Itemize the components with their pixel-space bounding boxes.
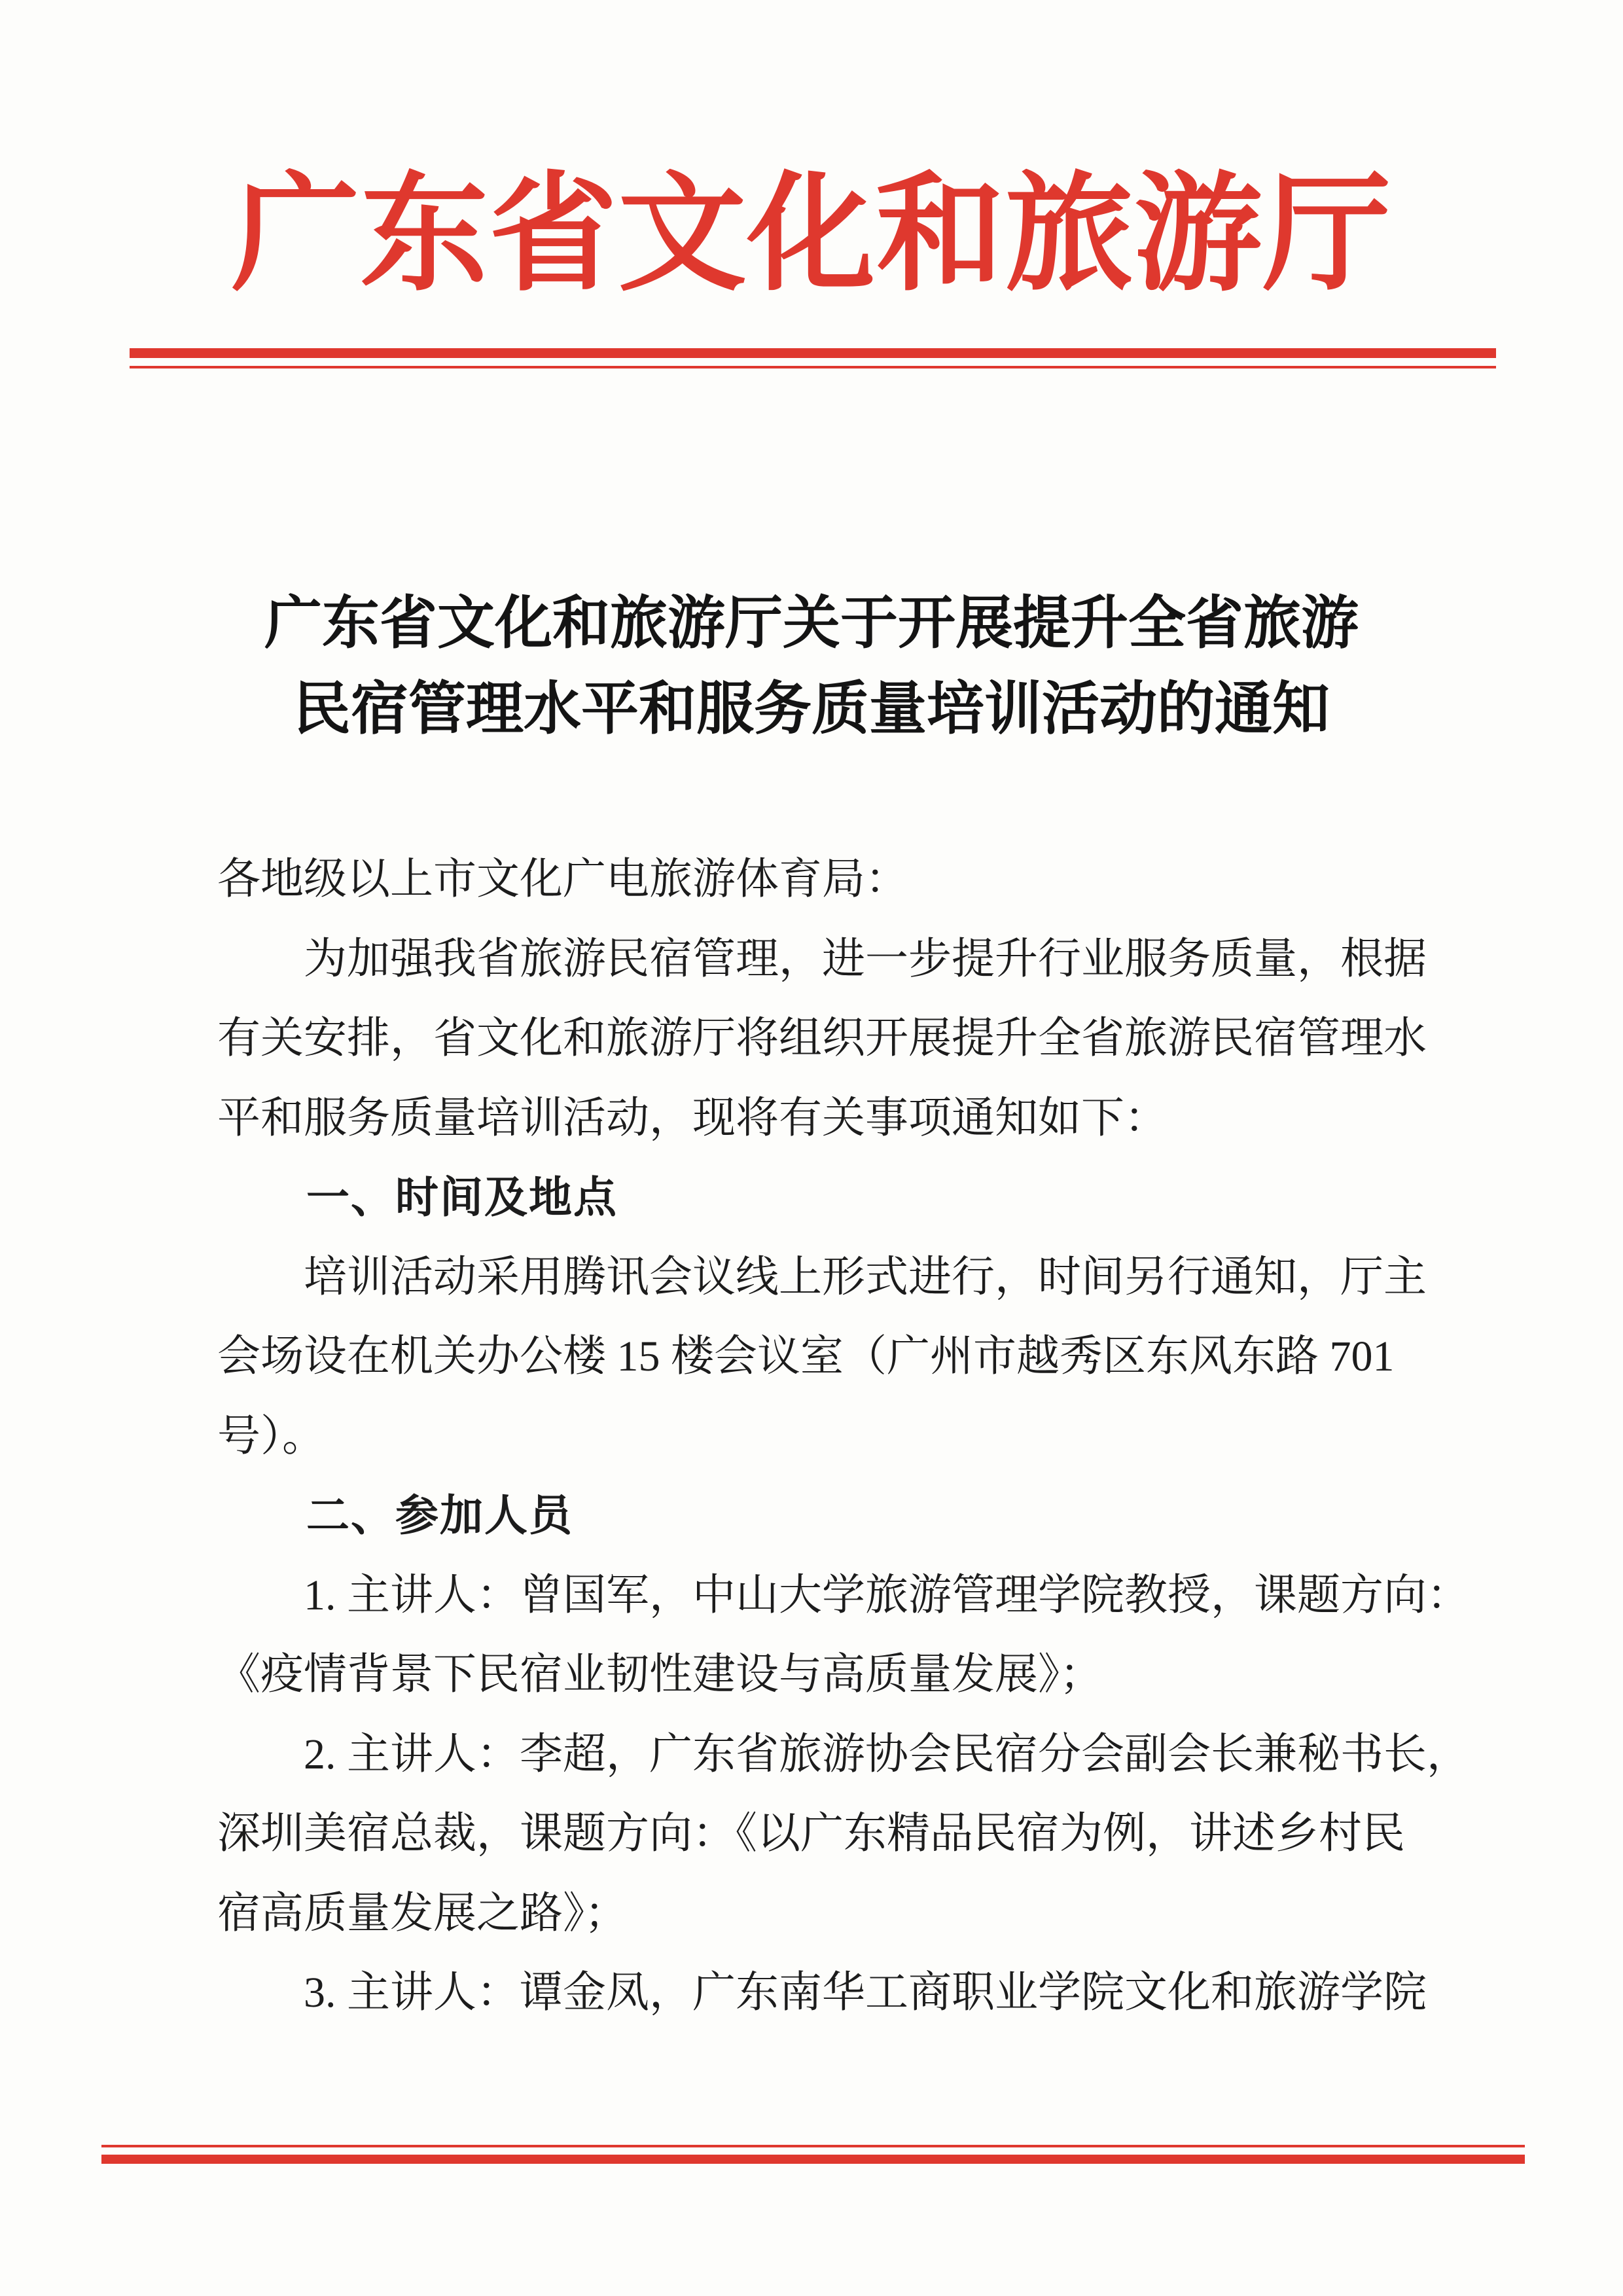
speaker-1-line-2: 《疫情背景下民宿业韧性建设与高质量发展》； [217, 1651, 1103, 1698]
salutation-line: 各地级以上市文化广电旅游体育局： [217, 855, 908, 903]
section-1-line-1: 培训活动采用腾讯会议线上形式进行，时间另行通知，厅主 [217, 1253, 1427, 1301]
letterhead-rule-thick [130, 348, 1496, 358]
footer-rule-thin [101, 2145, 1525, 2147]
section-1-heading: 一、时间及地点 [217, 1173, 618, 1221]
speaker-3-line-1: 3. 主讲人：谭金凤，广东南华工商职业学院文化和旅游学院 [217, 1969, 1427, 2017]
paragraph-intro-line-2: 有关安排，省文化和旅游厅将组织开展提升全省旅游民宿管理水 [217, 1014, 1427, 1062]
letterhead-agency-name: 广东省文化和旅游厅 [231, 164, 1392, 306]
document-title-line-2: 民宿管理水平和服务质量培训活动的通知 [293, 678, 1330, 742]
section-1-line-3: 号）。 [217, 1412, 325, 1460]
letterhead-rule-thin [130, 366, 1496, 368]
paragraph-intro-line-1: 为加强我省旅游民宿管理，进一步提升行业服务质量，根据 [217, 935, 1427, 983]
speaker-2-line-2: 深圳美宿总裁，课题方向：《以广东精品民宿为例，讲述乡村民 [217, 1810, 1405, 1857]
paragraph-intro-line-3: 平和服务质量培训活动，现将有关事项通知如下： [217, 1094, 1168, 1142]
section-1-line-2: 会场设在机关办公楼 15 楼会议室（广州市越秀区东风东路 701 [217, 1333, 1395, 1380]
speaker-1-line-1: 1. 主讲人：曾国军，中山大学旅游管理学院教授，课题方向： [217, 1571, 1470, 1619]
speaker-2-line-3: 宿高质量发展之路》； [217, 1889, 628, 1937]
section-2-heading: 二、参加人员 [217, 1491, 573, 1539]
footer-rule-thick [101, 2155, 1525, 2164]
document-body [217, 840, 1470, 2033]
document-title [0, 581, 1623, 753]
speaker-2-line-1: 2. 主讲人：李超，广东省旅游协会民宿分会副会长兼秘书长， [217, 1730, 1470, 1778]
document-title-line-1: 广东省文化和旅游厅关于开展提升全省旅游 [264, 592, 1359, 656]
